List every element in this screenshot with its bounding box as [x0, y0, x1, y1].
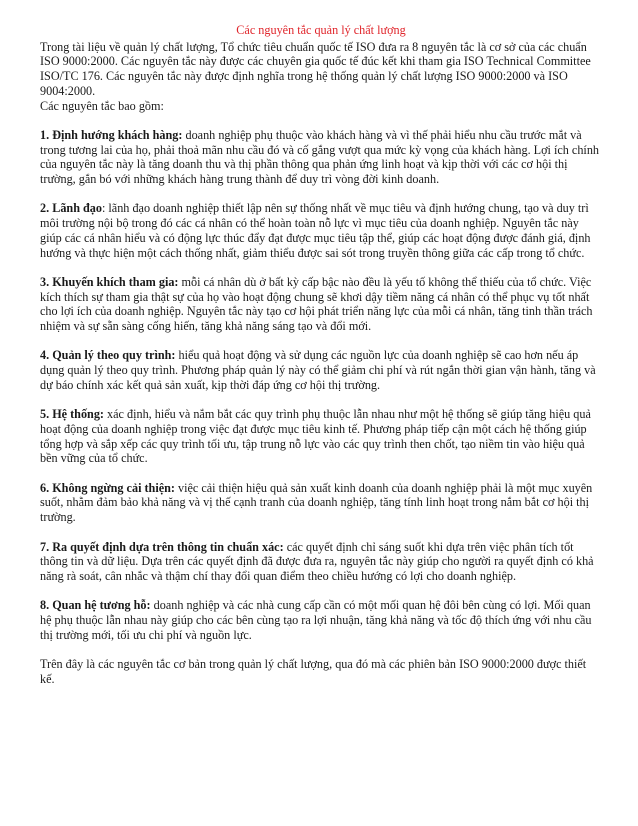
principle-6: [40, 481, 602, 525]
intro-lead: Các nguyên tắc bao gồm:: [40, 98, 164, 113]
principle-1-text: doanh nghiệp phụ thuộc vào khách hàng và vì thế phải hiểu nhu cầu trước mắt và trong tương lai của họ, phải thoả mãn nhu cầu đó và cố gắng vượt qua mức kỳ vọng của khách hàng. Lợi ích chính của nguyên tắc này là tăng doanh thu và thị phần thông qua phản ứng linh hoạt và kịp thời với các cơ hội thị trường, gắn bó với những khách hàng trung thành để duy trì vòng đời kinh doanh.: [40, 127, 600, 187]
principle-8-text: doanh nghiệp và các nhà cung cấp cần có một mối quan hệ đôi bên cùng có lợi. Mối quan hệ phụ thuộc lẫn nhau này giúp cho các bên cùng tạo ra lợi nhuận, tăng khả năng và tốc độ thích ứng với nhu cầu thị trường mới, tối ưu chi phí và nguồn lực.: [40, 598, 592, 642]
principle-3-heading: 3. Khuyến khích tham gia:: [40, 274, 179, 289]
principle-8: [40, 598, 602, 642]
principle-1: [40, 128, 602, 187]
principle-7-text: các quyết định chỉ sáng suốt khi dựa trên việc phân tích tốt thông tin và dữ liệu. Dựa trên các quyết định đã được đưa ra, nguyên tắc này giúp cho người ra quyết định có khả năng rà soát, cân nhắc và thậm chí thay đổi quan điểm theo chiều hướng có lợi cho doanh nghiệp.: [40, 539, 594, 583]
principle-1-heading: 1. Định hướng khách hàng:: [40, 127, 183, 142]
principle-2-heading: 2. Lãnh đạo: [40, 201, 102, 216]
principle-7-heading: 7. Ra quyết định dựa trên thông tin chuẩn xác:: [40, 539, 284, 554]
principle-4-heading: 4. Quản lý theo quy trình:: [40, 348, 176, 363]
principle-5-heading: 5. Hệ thống:: [40, 407, 104, 422]
principle-5: [40, 407, 602, 466]
principle-2-text: : lãnh đạo doanh nghiệp thiết lập nên sự thống nhất về mục tiêu và định hướng chung, tạo và duy trì môi trường nội bộ trong đó các cá nhân có thể hoàn toàn nỗ lực vì mục tiêu của doanh nghiệp. Nguyên tắc này giúp các cá nhân hiểu và có động lực thúc đẩy đạt được mục tiêu tập thể, giúp các hoạt động được đánh giá, định hướng và thực hiện một cách thống nhất, giảm thiểu được sai sót trong truyền thông giữa các cấp trong tổ chức.: [40, 201, 591, 260]
principle-4: [40, 348, 602, 392]
principle-3-text: mỗi cá nhân dù ở bất kỳ cấp bậc nào đều là yếu tố không thể thiếu của tổ chức. Việc kích thích sự tham gia thật sự của họ vào hoạt động chung sẽ khơi dậy tiềm năng cá nhân có thể phục vụ tốt nhất cho lợi ích của doanh nghiệp. Nguyên tắc này tạo cơ hội phát triển năng lực của mỗi cá nhân, tăng tinh thần trách nhiệm và sự sẵn sàng cống hiến, tăng khả năng sáng tạo và đổi mới.: [40, 274, 593, 334]
principle-6-text: việc cải thiện hiệu quả sản xuất kinh doanh của doanh nghiệp phải là một mục xuyên suốt, nhằm đảm bảo khả năng và vị thế cạnh tranh của doanh nghiệp, tăng tính linh hoạt trong nắm bắt cơ hội thị trường.: [40, 480, 593, 525]
document-title: Các nguyên tắc quản lý chất lượng: [236, 23, 406, 37]
document-page: [40, 23, 602, 687]
principle-7: [40, 540, 602, 584]
intro-paragraph: Trong tài liệu về quản lý chất lượng, Tổ chức tiêu chuẩn quốc tế ISO đưa ra 8 nguyên tắc là cơ sở của các chuẩn ISO 9000:2000. Các nguyên tắc này được các chuyên gia quốc tế đúc kết khi tham gia ISO Technical Committee ISO/TC 176. Các nguyên tắc này được định nghĩa trong hệ thống quản lý chất lượng ISO 9000:2000 và ISO 9004:2000.: [40, 39, 591, 98]
principle-3: [40, 275, 602, 334]
principle-4-text: hiểu quả hoạt động và sử dụng các nguồn lực của doanh nghiệp sẽ cao hơn nếu áp dụng quản lý theo quy trình. Phương pháp quản lý này có thể giảm chi phí và rút ngắn thời gian vận hành, tăng và dự báo chính xác kết quả sản xuất, kịp thời đáp ứng cơ hội thị trường.: [40, 348, 596, 392]
principle-6-heading: 6. Không ngừng cải thiện:: [40, 480, 175, 495]
principle-2: [40, 201, 602, 260]
principle-5-text: xác định, hiểu và nắm bắt các quy trình phụ thuộc lẫn nhau như một hệ thống sẽ giúp tăng hiệu quả hoạt động của doanh nghiệp trong việc đạt được mục tiêu kinh tế. Phương pháp tiếp cận một cách hệ thống giúp tổng hợp và sắp xếp các quy trình tối ưu, tập trung nỗ lực vào các quy trình then chốt, tạo niềm tin vào hiệu quả bền vững của tổ chức.: [40, 407, 591, 466]
principle-8-heading: 8. Quan hệ tương hỗ:: [40, 598, 151, 613]
conclusion-paragraph: Trên đây là các nguyên tắc cơ bản trong quản lý chất lượng, qua đó mà các phiên bản ISO 9000:2000 được thiết kế.: [40, 657, 587, 686]
